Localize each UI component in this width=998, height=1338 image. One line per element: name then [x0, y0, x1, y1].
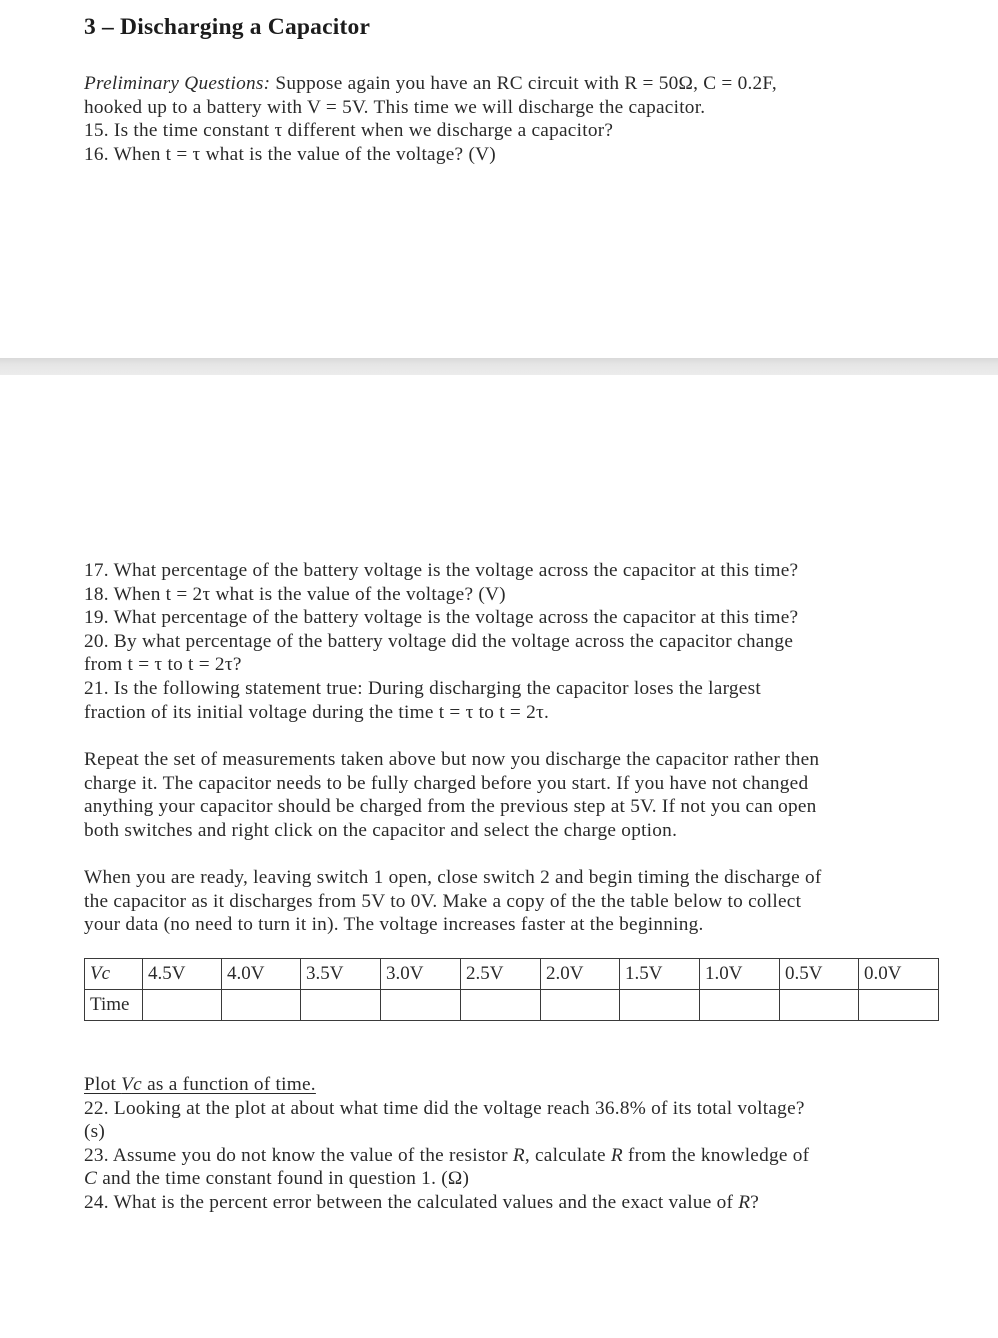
vc-cell: 2.5V [461, 959, 541, 990]
ready-line: When you are ready, leaving switch 1 open, close switch 2 and begin timing the discharge of [84, 867, 822, 888]
time-cell [301, 990, 381, 1021]
ready-line: your data (no need to turn it in). The voltage increases faster at the beginning. [84, 914, 704, 936]
ready-line: the capacitor as it discharges from 5V to 0V. Make a copy of the the table below to collect [84, 890, 802, 912]
prelim-line-1-text: Suppose again you have an RC circuit with R = 50Ω, C = 0.2F, [270, 73, 777, 94]
header-vc: Vc [85, 959, 143, 990]
prelim-line-2: hooked up to a battery with V = 5V. This time we will discharge the capacitor. [84, 96, 706, 118]
question-23-line-1: 23. Assume you do not know the value of the resistor R, calculate R from the knowledge of [84, 1144, 810, 1166]
repeat-line: Repeat the set of measurements taken above but now you discharge the capacitor rather then [84, 749, 820, 770]
time-cell [222, 990, 301, 1021]
prelim-label: Preliminary Questions: [84, 73, 271, 94]
vc-cell: 1.5V [620, 959, 700, 990]
table-row-vc [85, 959, 939, 990]
time-cell [461, 990, 541, 1021]
time-cell [700, 990, 780, 1021]
question-17: 17. What percentage of the battery voltage is the voltage across the capacitor at this time? [84, 560, 799, 581]
vc-cell: 2.0V [541, 959, 620, 990]
question-22-line-1: 22. Looking at the plot at about what time did the voltage reach 36.8% of its total voltage? [84, 1097, 805, 1119]
plot-heading: Plot Vc as a function of time. [84, 1074, 316, 1095]
question-24: 24. What is the percent error between the calculated values and the exact value of R? [84, 1191, 760, 1213]
plot-section [84, 1073, 934, 1215]
time-cell [859, 990, 939, 1021]
table-row-time [85, 990, 939, 1021]
question-15: 15. Is the time constant τ different when we discharge a capacitor? [84, 120, 614, 142]
question-16: 16. When t = τ what is the value of the voltage? (V) [84, 143, 496, 165]
vc-cell: 3.0V [381, 959, 461, 990]
vc-cell: 4.0V [222, 959, 301, 990]
repeat-line: charge it. The capacitor needs to be fully charged before you start. If you have not changed [84, 772, 809, 794]
vc-cell: 0.0V [859, 959, 939, 990]
questions-17-21 [84, 559, 934, 724]
preliminary-questions [84, 72, 934, 166]
data-table [84, 958, 939, 1021]
section-title: 3 – Discharging a Capacitor [84, 14, 371, 40]
page-1 [0, 0, 998, 358]
question-18: 18. When t = 2τ what is the value of the voltage? (V) [84, 583, 506, 605]
time-cell [143, 990, 222, 1021]
question-22-line-2: (s) [84, 1121, 106, 1143]
prelim-line-1 [84, 72, 934, 96]
question-20-line-1: 20. By what percentage of the battery voltage did the voltage across the capacitor change [84, 630, 794, 652]
question-21-line-1: 21. Is the following statement true: During discharging the capacitor loses the largest [84, 677, 761, 699]
vc-cell: 4.5V [143, 959, 222, 990]
repeat-line: anything your capacitor should be charged from the previous step at 5V. If not you can open [84, 796, 817, 818]
vc-cell: 0.5V [780, 959, 859, 990]
header-time: Time [85, 990, 143, 1021]
question-23-line-2: C and the time constant found in question 1. (Ω) [84, 1168, 470, 1190]
time-cell [620, 990, 700, 1021]
time-cell [541, 990, 620, 1021]
page-separator [0, 358, 998, 375]
repeat-line: both switches and right click on the capacitor and select the charge option. [84, 819, 678, 841]
repeat-paragraph [84, 748, 934, 842]
time-cell [381, 990, 461, 1021]
question-20-line-2: from t = τ to t = 2τ? [84, 654, 242, 676]
time-cell [780, 990, 859, 1021]
vc-cell: 1.0V [700, 959, 780, 990]
question-21-line-2: fraction of its initial voltage during the time t = τ to t = 2τ. [84, 701, 550, 723]
ready-paragraph [84, 866, 934, 937]
question-19: 19. What percentage of the battery voltage is the voltage across the capacitor at this time? [84, 607, 799, 629]
vc-cell: 3.5V [301, 959, 381, 990]
